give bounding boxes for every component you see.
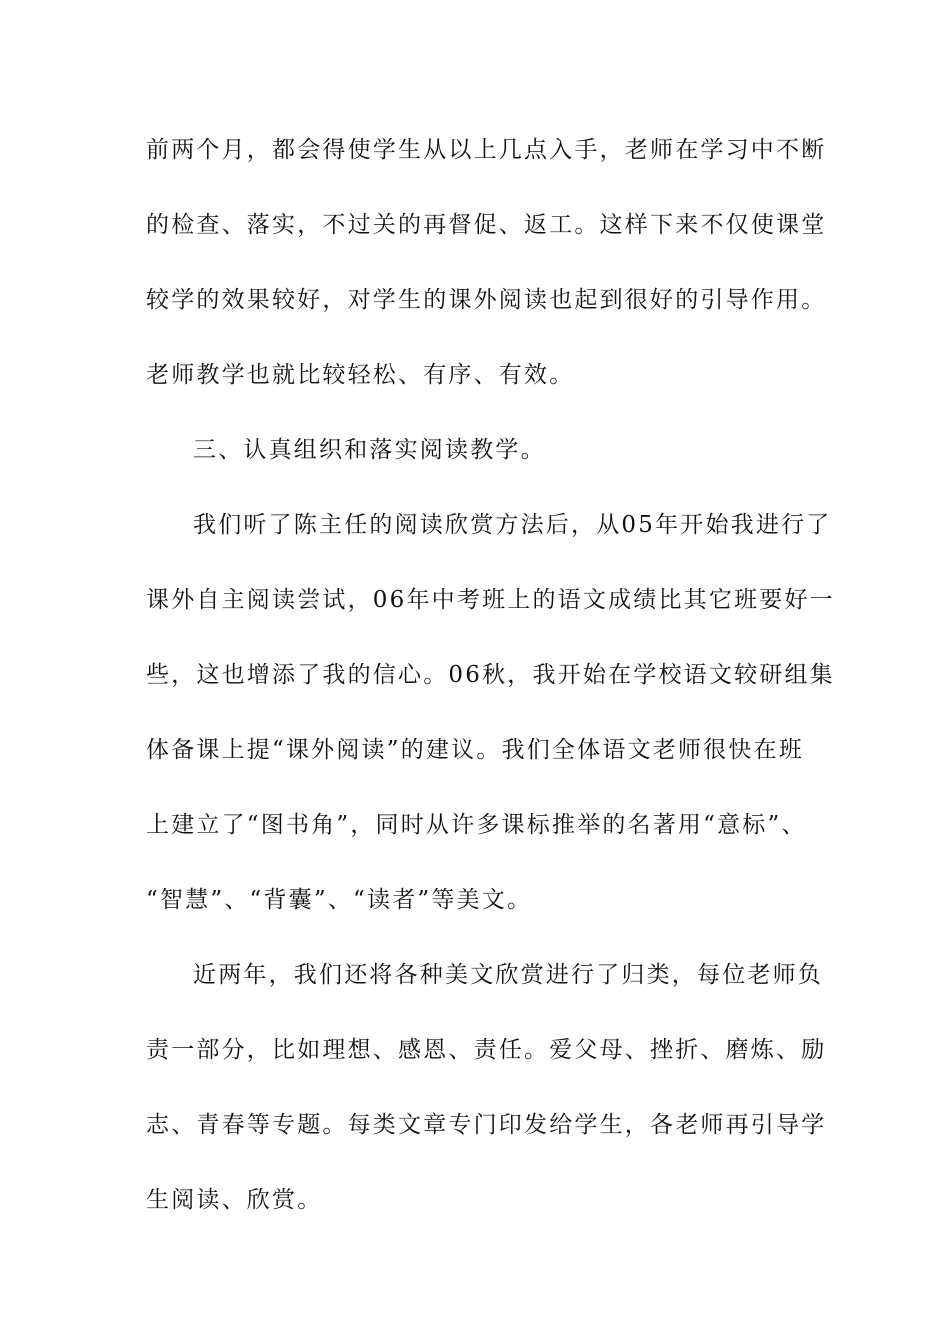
text-line-9: 体备课上提“课外阅读”的建议。我们全体语文老师很快在班 [146,737,804,763]
text-line-10: 上建立了“图书角”，同时从许多课标推举的名著用“意标”、 [146,812,807,838]
text-line-15: 生阅读、欣赏。 [146,1187,323,1213]
text-line-6: 我们听了陈主任的阅读欣赏方法后，从05年开始我进行了 [193,512,832,538]
text-line-8: 些，这也增添了我的信心。06秋，我开始在学校语文较研组集 [146,662,835,688]
text-line-3: 较学的效果较好，对学生的课外阅读也起到很好的引导作用。 [146,287,827,313]
text-line-4: 老师教学也就比较轻松、有序、有效。 [146,362,575,388]
text-line-11: “智慧”、“背囊”、“读者”等美文。 [146,887,533,913]
text-line-2: 的检查、落实，不过关的再督促、返工。这样下来不仅使课堂 [146,212,827,238]
text-line-12: 近两年，我们还将各种美文欣赏进行了归类，每位老师负 [193,962,823,988]
text-line-14: 志、青春等专题。每类文章专门印发给学生，各老师再引导学 [146,1112,827,1138]
section-heading: 三、认真组织和落实阅读教学。 [193,437,546,463]
text-line-13: 责一部分，比如理想、感恩、责任。爱父母、挫折、磨炼、励 [146,1037,827,1063]
text-line-1: 前两个月，都会得使学生从以上几点入手，老师在学习中不断 [146,137,827,163]
text-line-7: 课外自主阅读尝试，06年中考班上的语文成绩比其它班要好一 [146,587,835,613]
